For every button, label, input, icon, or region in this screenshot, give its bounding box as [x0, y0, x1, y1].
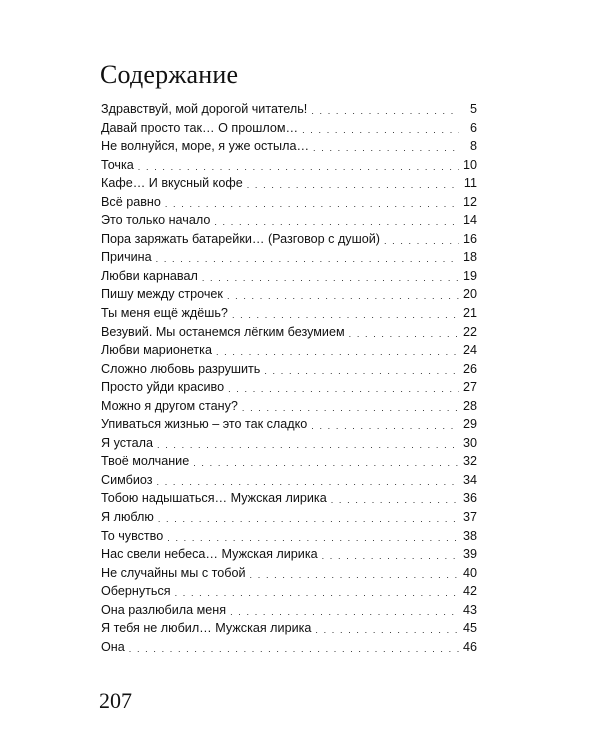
- toc-entry-leader: [230, 604, 459, 617]
- toc-entry: [101, 121, 477, 140]
- toc-entry: [101, 621, 477, 640]
- toc-entry-title: Точка: [101, 157, 134, 172]
- toc-entry-title: Везувий. Мы останемся лёгким безумием: [101, 324, 345, 339]
- toc-entry-page-number: 43: [462, 602, 477, 617]
- toc-entry-title: Любви марионетка: [101, 343, 212, 358]
- toc-entry-leader: [202, 270, 459, 283]
- toc-entry-page-number: 38: [462, 528, 477, 543]
- toc-entry: [101, 399, 477, 418]
- toc-entry-page-number: 24: [462, 343, 477, 358]
- toc-entry-leader: [158, 511, 459, 524]
- toc-entry-page-number: 30: [462, 435, 477, 450]
- toc-entry-title: Упиваться жизнью – это так сладко: [101, 417, 308, 432]
- toc-entry-leader: [311, 418, 459, 431]
- toc-entry-page-number: 42: [462, 584, 477, 599]
- toc-entry-leader: [311, 103, 459, 116]
- toc-entry-page-number: 11: [463, 176, 477, 191]
- toc-entry-title: Тобою надышаться… Мужская лирика: [101, 491, 327, 506]
- toc-entry-page-number: 39: [462, 547, 477, 562]
- toc-entry-title: То чувство: [101, 528, 164, 543]
- toc-entry-leader: [216, 344, 459, 357]
- toc-entry: [101, 343, 477, 362]
- toc-entry: [101, 454, 477, 473]
- toc-entry: [101, 139, 477, 158]
- toc-entry-leader: [165, 196, 459, 209]
- toc-entry-leader: [167, 530, 459, 543]
- toc-entry: [101, 566, 477, 585]
- toc-entry-leader: [228, 381, 459, 394]
- toc-entry-page-number: 37: [462, 510, 477, 525]
- toc-entry-title: Просто уйди красиво: [101, 380, 225, 395]
- toc-entry-title: Здравствуй, мой дорогой читатель!: [101, 102, 308, 116]
- toc-entry-page-number: 27: [462, 380, 477, 395]
- toc-entry: [101, 325, 477, 344]
- toc-entry-title: Ты меня ещё ждёшь?: [101, 306, 228, 321]
- page-title: Содержание: [100, 60, 239, 89]
- toc-entry: [101, 547, 477, 566]
- toc-entry-title: Она: [101, 639, 125, 654]
- toc-entry-page-number: 34: [462, 472, 477, 487]
- toc-entry-title: Не случайны мы с тобой: [101, 565, 246, 580]
- toc-entry: [101, 158, 477, 177]
- toc-entry-title: Пишу между строчек: [101, 287, 223, 302]
- toc-entry-title: Кафе… И вкусный кофе: [101, 176, 243, 191]
- table-of-contents: [101, 102, 477, 658]
- toc-entry: [101, 603, 477, 622]
- toc-entry-page-number: 32: [462, 454, 477, 469]
- toc-entry-leader: [242, 400, 459, 413]
- toc-entry: [101, 380, 477, 399]
- toc-entry-page-number: 22: [462, 324, 477, 339]
- toc-entry-leader: [138, 159, 459, 172]
- toc-entry: [101, 232, 477, 251]
- toc-entry-title: Я устала: [101, 435, 154, 450]
- toc-entry-title: Можно я другом стану?: [101, 398, 238, 413]
- toc-entry-page-number: 40: [462, 565, 477, 580]
- toc-entry: [101, 213, 477, 232]
- toc-entry-title: Она разлюбила меня: [101, 602, 227, 617]
- toc-entry-title: Давай просто так… О прошлом…: [101, 120, 299, 135]
- toc-entry-leader: [214, 214, 459, 227]
- toc-entry: [101, 287, 477, 306]
- toc-entry-leader: [322, 548, 459, 561]
- toc-entry: [101, 176, 477, 195]
- toc-entry: [101, 362, 477, 381]
- toc-entry-page-number: 14: [462, 213, 477, 228]
- toc-entry-page-number: 26: [462, 361, 477, 376]
- toc-entry-leader: [384, 233, 459, 246]
- toc-entry-leader: [302, 122, 459, 135]
- toc-entry: [101, 510, 477, 529]
- toc-entry-page-number: 10: [462, 157, 477, 172]
- toc-entry-page-number: 36: [462, 491, 477, 506]
- toc-entry-title: Это только начало: [101, 213, 211, 228]
- toc-entry-page-number: 28: [462, 398, 477, 413]
- toc-entry-title: Я люблю: [101, 510, 154, 525]
- toc-entry: [101, 269, 477, 288]
- toc-entry-leader: [227, 288, 459, 301]
- toc-entry-leader: [156, 251, 459, 264]
- toc-entry-title: Всё равно: [101, 194, 161, 209]
- toc-entry-leader: [315, 622, 459, 635]
- toc-entry-leader: [193, 455, 459, 468]
- toc-entry: [101, 250, 477, 269]
- toc-entry-title: Любви карнавал: [101, 268, 198, 283]
- toc-entry-leader: [250, 567, 459, 580]
- toc-entry-page-number: 18: [462, 250, 477, 265]
- toc-entry-title: Не волнуйся, море, я уже остыла…: [101, 139, 310, 154]
- toc-entry-page-number: 21: [462, 306, 477, 321]
- toc-entry-leader: [313, 140, 459, 153]
- toc-entry-leader: [331, 492, 459, 505]
- toc-entry-leader: [232, 307, 459, 320]
- toc-entry-title: Обернуться: [101, 584, 171, 599]
- toc-entry-page-number: 45: [462, 621, 477, 636]
- toc-entry-title: Сложно любовь разрушить: [101, 361, 261, 376]
- toc-entry-title: Пора заряжать батарейки… (Разговор с душой): [101, 231, 380, 246]
- toc-entry-page-number: 16: [462, 231, 477, 246]
- toc-entry-page-number: 29: [462, 417, 477, 432]
- toc-entry-title: Нас свели небеса… Мужская лирика: [101, 547, 318, 562]
- toc-entry-page-number: 6: [469, 120, 477, 135]
- toc-entry-title: Симбиоз: [101, 472, 153, 487]
- toc-entry-page-number: 19: [462, 268, 477, 283]
- toc-entry-title: Причина: [101, 250, 152, 265]
- toc-entry: [101, 529, 477, 548]
- toc-entry-page-number: 8: [469, 139, 477, 154]
- toc-entry-title: Я тебя не любил… Мужская лирика: [101, 621, 312, 636]
- toc-entry-leader: [157, 437, 459, 450]
- toc-entry-leader: [129, 641, 459, 654]
- page-number: 207: [99, 688, 132, 713]
- toc-entry: [101, 640, 477, 659]
- toc-entry-title: Твоё молчание: [101, 454, 190, 469]
- toc-entry-page-number: 20: [462, 287, 477, 302]
- toc-entry-leader: [349, 326, 459, 339]
- toc-entry: [101, 306, 477, 325]
- toc-entry: [101, 195, 477, 214]
- toc-entry: [101, 102, 477, 121]
- toc-entry-page-number: 12: [462, 194, 477, 209]
- toc-entry-leader: [247, 177, 459, 190]
- toc-entry: [101, 584, 477, 603]
- toc-entry: [101, 436, 477, 455]
- toc-entry-leader: [157, 474, 459, 487]
- toc-entry-page-number: 46: [462, 639, 477, 654]
- toc-entry-leader: [175, 585, 459, 598]
- toc-entry: [101, 491, 477, 510]
- toc-entry-page-number: 5: [469, 102, 477, 116]
- toc-entry: [101, 417, 477, 436]
- toc-entry: [101, 473, 477, 492]
- toc-entry-leader: [264, 363, 459, 376]
